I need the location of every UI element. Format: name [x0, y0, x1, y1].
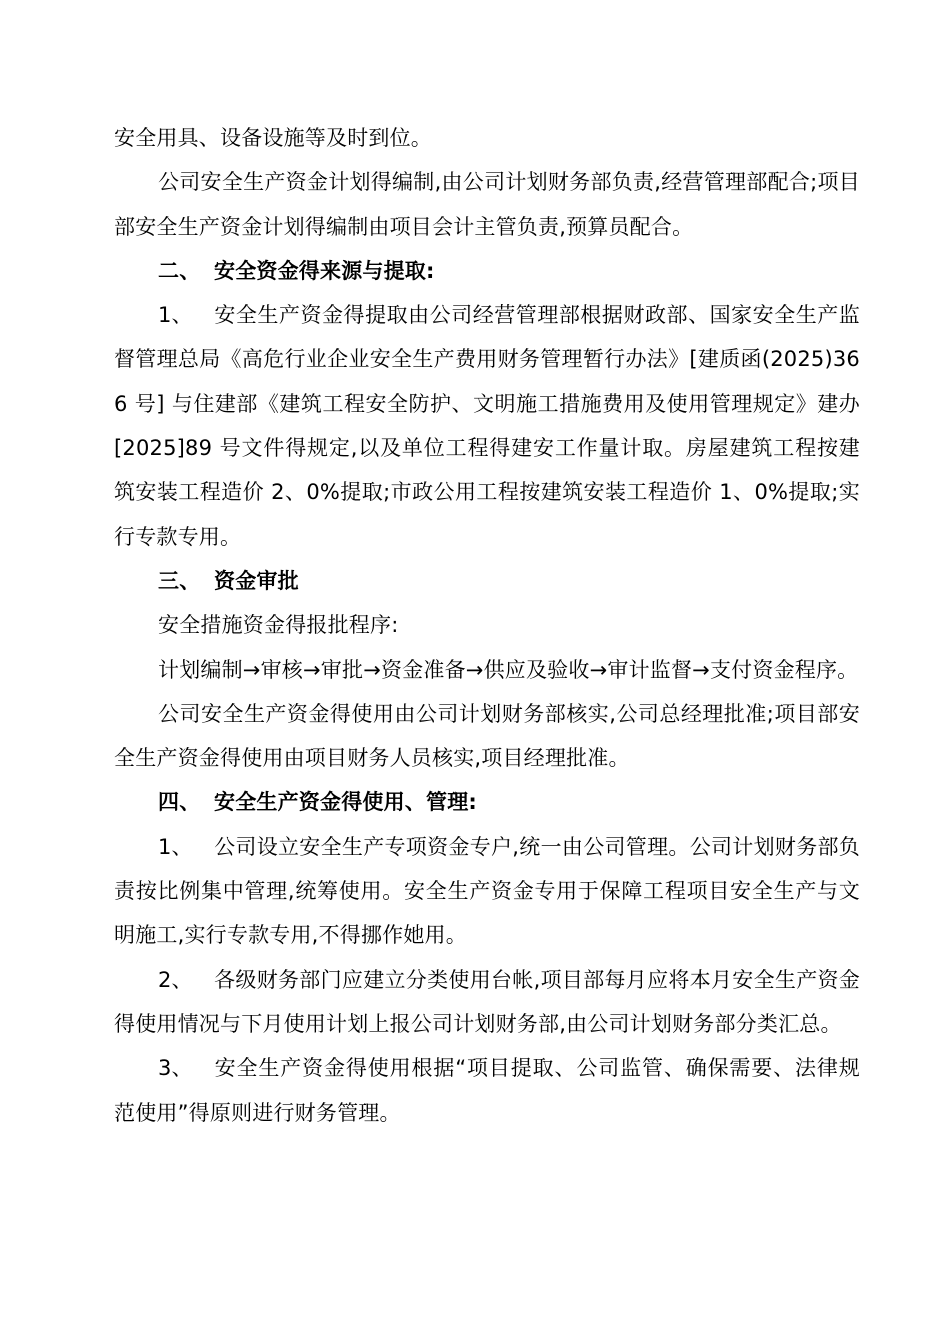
section-number: 四、: [158, 790, 201, 815]
document-body: [114, 116, 860, 1135]
paragraph-approval-authority: 公司安全生产资金得使用由公司计划财务部核实,公司总经理批准;项目部安全生产资金得使用由项目财务人员核实,项目经理批准。: [114, 701, 860, 771]
item-text: 安全生产资金得提取由公司经营管理部根据财政部、国家安全生产监督管理总局《高危行业企业安全生产费用财务管理暂行办法》[建质函(2025)366 号] 与住建部《建筑工程安全防护、文明施工措施费用及使用管理规定》建办[2025]89 号文件得规定,以及单位工程得建安工作量计取。房屋建筑工程按建筑安装工程造价 2、0%提取;市政公用工程按建筑安装工程造价 1、0%提取;实行专款专用。: [114, 303, 860, 549]
item-number: 1、: [158, 834, 193, 859]
section-number: 三、: [158, 568, 201, 593]
section-heading-4: [114, 780, 860, 824]
paragraph-approval-procedure: 安全措施资金得报批程序:: [158, 613, 399, 638]
paragraph-approval-flow: 计划编制→审核→审批→资金准备→供应及验收→审计监督→支付资金程序。: [158, 657, 859, 682]
item-number: 2、: [158, 967, 193, 992]
section-title: 安全生产资金得使用、管理:: [214, 790, 477, 815]
list-item: [114, 958, 860, 1047]
item-text: 各级财务部门应建立分类使用台帐,项目部每月应将本月安全生产资金得使用情况与下月使用计划上报公司计划财务部,由公司计划财务部分类汇总。: [114, 967, 860, 1036]
section-heading-3: [114, 559, 860, 603]
paragraph-continuation: 安全用具、设备设施等及时到位。: [114, 126, 432, 150]
list-item: [114, 1046, 860, 1135]
item-text: 安全生产资金得使用根据“项目提取、公司监管、确保需要、法律规范使用”得原则进行财务管理。: [114, 1056, 860, 1125]
section-heading-2: [114, 249, 860, 293]
section-number: 二、: [158, 258, 201, 283]
item-number: 1、: [158, 303, 193, 328]
paragraph-fund-plan: 公司安全生产资金计划得编制,由公司计划财务部负责,经营管理部配合;项目部安全生产资金计划得编制由项目会计主管负责,预算员配合。: [114, 170, 860, 239]
list-item: [114, 293, 860, 559]
section-title: 资金审批: [214, 568, 299, 593]
section-title: 安全资金得来源与提取:: [214, 258, 435, 283]
list-item: [114, 825, 860, 958]
item-number: 3、: [158, 1056, 193, 1081]
item-text: 公司设立安全生产专项资金专户,统一由公司管理。公司计划财务部负责按比例集中管理,统筹使用。安全生产资金专用于保障工程项目安全生产与文明施工,实行专款专用,不得挪作她用。: [114, 834, 860, 948]
